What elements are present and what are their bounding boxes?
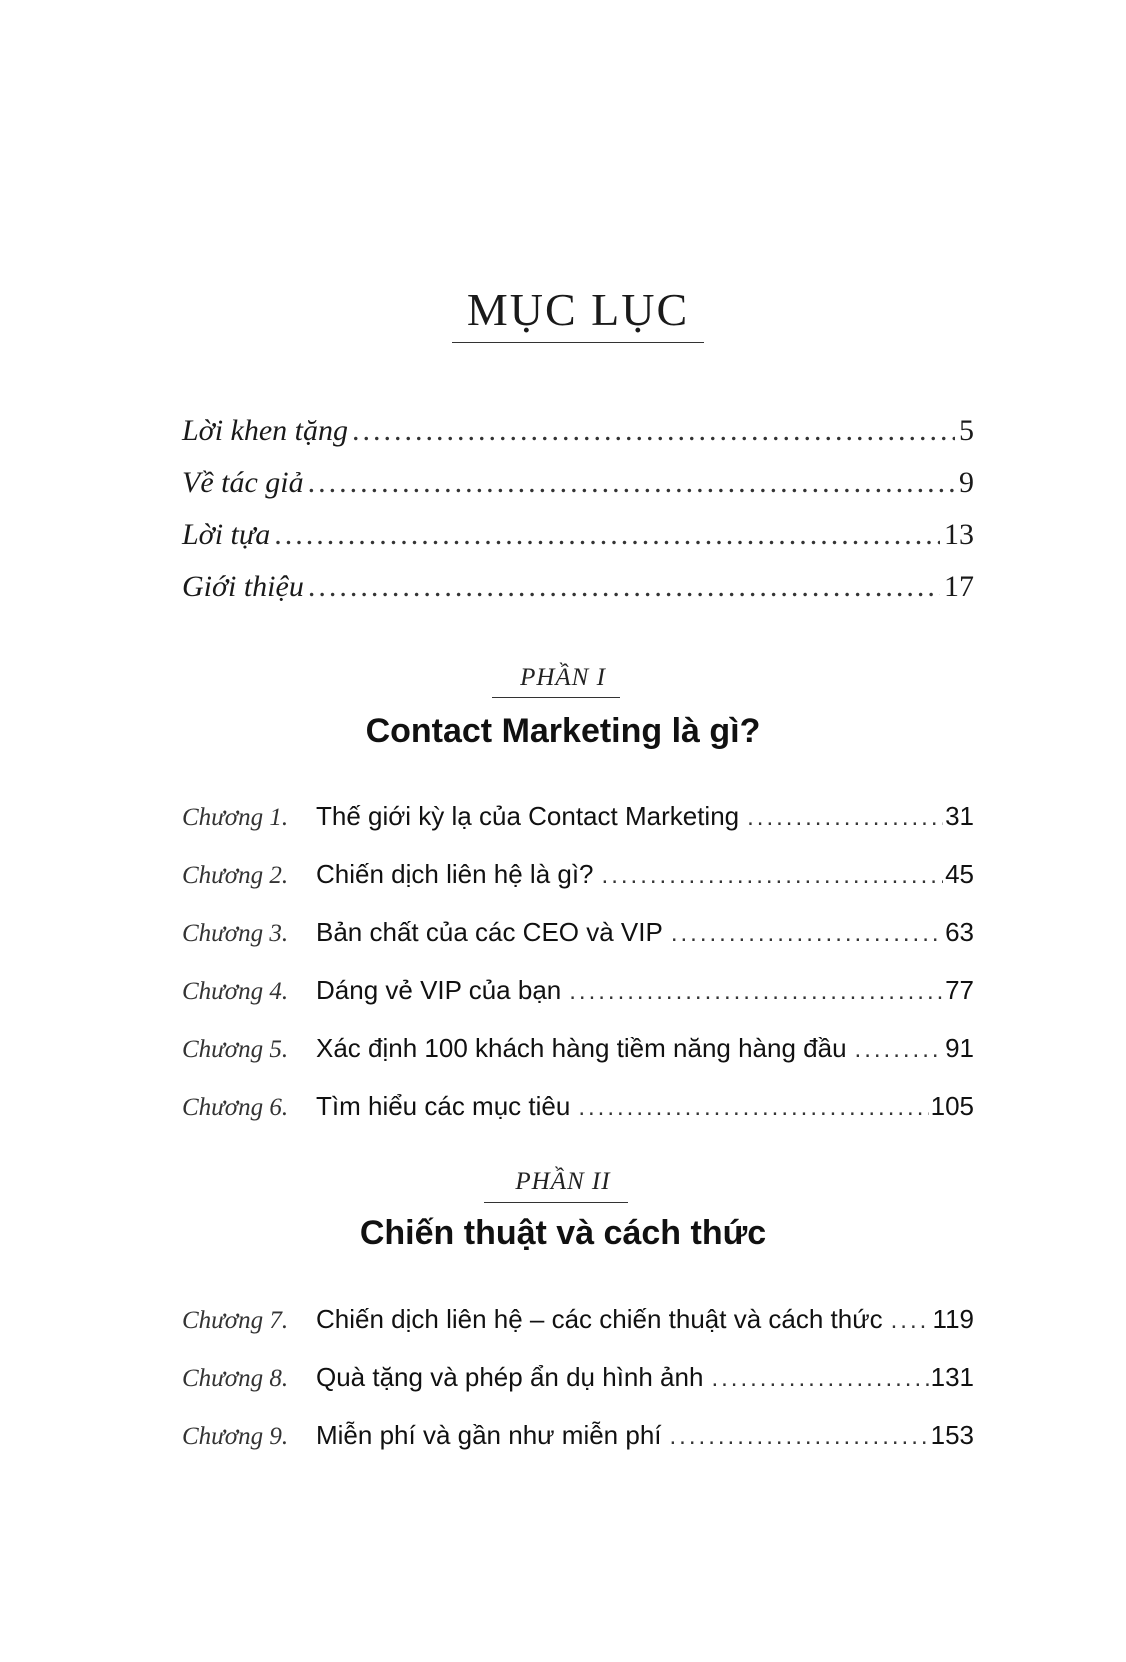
toc-entry-front[interactable] bbox=[182, 564, 974, 604]
chapter-page: 119 bbox=[932, 1304, 974, 1334]
entry-page: 13 bbox=[944, 518, 974, 551]
toc-entry-front[interactable] bbox=[182, 408, 974, 448]
chapter-number: Chương 9. bbox=[182, 1423, 289, 1450]
dot-leader bbox=[308, 466, 955, 500]
toc-title-wrap bbox=[452, 282, 704, 338]
chapter-number: Chương 4. bbox=[182, 978, 289, 1005]
chapter-title: Thế giới kỳ lạ của Contact Marketing bbox=[316, 801, 740, 831]
chapter-entry[interactable] bbox=[182, 850, 974, 890]
chapter-number: Chương 7. bbox=[182, 1307, 289, 1334]
dot-leader bbox=[711, 1365, 928, 1393]
chapter-page: 31 bbox=[945, 801, 974, 831]
dot-leader bbox=[602, 862, 944, 890]
chapter-title: Dáng vẻ VIP của bạn bbox=[316, 975, 562, 1005]
part-label-underline bbox=[492, 697, 620, 698]
chapter-entry[interactable] bbox=[182, 1353, 974, 1393]
chapter-title: Bản chất của các CEO và VIP bbox=[316, 917, 663, 947]
entry-label: Về tác giả bbox=[182, 466, 304, 499]
entry-label: Giới thiệu bbox=[182, 570, 304, 603]
part-label: PHẦN II bbox=[515, 1168, 611, 1195]
entry-page: 9 bbox=[959, 466, 974, 499]
chapter-page: 45 bbox=[945, 859, 974, 889]
chapter-number: Chương 1. bbox=[182, 804, 289, 831]
chapter-number: Chương 5. bbox=[182, 1036, 289, 1063]
toc-entry-front[interactable] bbox=[182, 460, 974, 500]
chapter-page: 153 bbox=[930, 1420, 974, 1450]
dot-leader bbox=[671, 920, 943, 948]
title-underline bbox=[452, 342, 704, 343]
chapter-entry[interactable] bbox=[182, 908, 974, 948]
chapter-number: Chương 6. bbox=[182, 1094, 289, 1121]
dot-leader bbox=[308, 570, 940, 604]
chapter-entry[interactable] bbox=[182, 1295, 974, 1335]
part-title: Chiến thuật và cách thức bbox=[359, 1214, 767, 1252]
chapter-title: Tìm hiểu các mục tiêu bbox=[316, 1091, 571, 1121]
chapter-page: 63 bbox=[945, 917, 974, 947]
entry-label: Lời khen tặng bbox=[182, 414, 348, 447]
dot-leader bbox=[747, 804, 943, 832]
dot-leader bbox=[352, 414, 955, 448]
dot-leader bbox=[274, 518, 940, 552]
chapter-title: Miễn phí và gần như miễn phí bbox=[316, 1420, 662, 1450]
chapter-title: Xác định 100 khách hàng tiềm năng hàng đầu bbox=[316, 1033, 847, 1063]
chapter-title: Chiến dịch liên hệ – các chiến thuật và cách thức bbox=[316, 1304, 883, 1334]
chapter-entry[interactable] bbox=[182, 966, 974, 1006]
part-label-underline bbox=[484, 1202, 628, 1203]
dot-leader bbox=[578, 1094, 928, 1122]
chapter-entry[interactable] bbox=[182, 1024, 974, 1064]
entry-label: Lời tựa bbox=[182, 518, 271, 551]
chapter-page: 77 bbox=[945, 975, 974, 1005]
chapter-page: 131 bbox=[930, 1362, 974, 1392]
part-label: PHẦN I bbox=[520, 664, 606, 691]
chapter-entry[interactable] bbox=[182, 1082, 974, 1122]
dot-leader bbox=[569, 978, 943, 1006]
toc-title: MỤC LỤC bbox=[466, 284, 690, 335]
chapter-number: Chương 8. bbox=[182, 1365, 289, 1392]
chapter-number: Chương 2. bbox=[182, 862, 289, 889]
chapter-title: Quà tặng và phép ẩn dụ hình ảnh bbox=[316, 1362, 704, 1392]
chapter-entry[interactable] bbox=[182, 1411, 974, 1451]
entry-page: 17 bbox=[944, 570, 974, 603]
chapter-entry[interactable] bbox=[182, 792, 974, 832]
part-title: Contact Marketing là gì? bbox=[365, 712, 761, 750]
dot-leader bbox=[670, 1423, 929, 1451]
dot-leader bbox=[891, 1307, 931, 1335]
chapter-page: 105 bbox=[930, 1091, 974, 1121]
chapter-page: 91 bbox=[945, 1033, 974, 1063]
chapter-title: Chiến dịch liên hệ là gì? bbox=[316, 859, 594, 889]
chapter-number: Chương 3. bbox=[182, 920, 289, 947]
toc-entry-front[interactable] bbox=[182, 512, 974, 552]
dot-leader bbox=[855, 1036, 944, 1064]
entry-page: 5 bbox=[959, 414, 974, 447]
